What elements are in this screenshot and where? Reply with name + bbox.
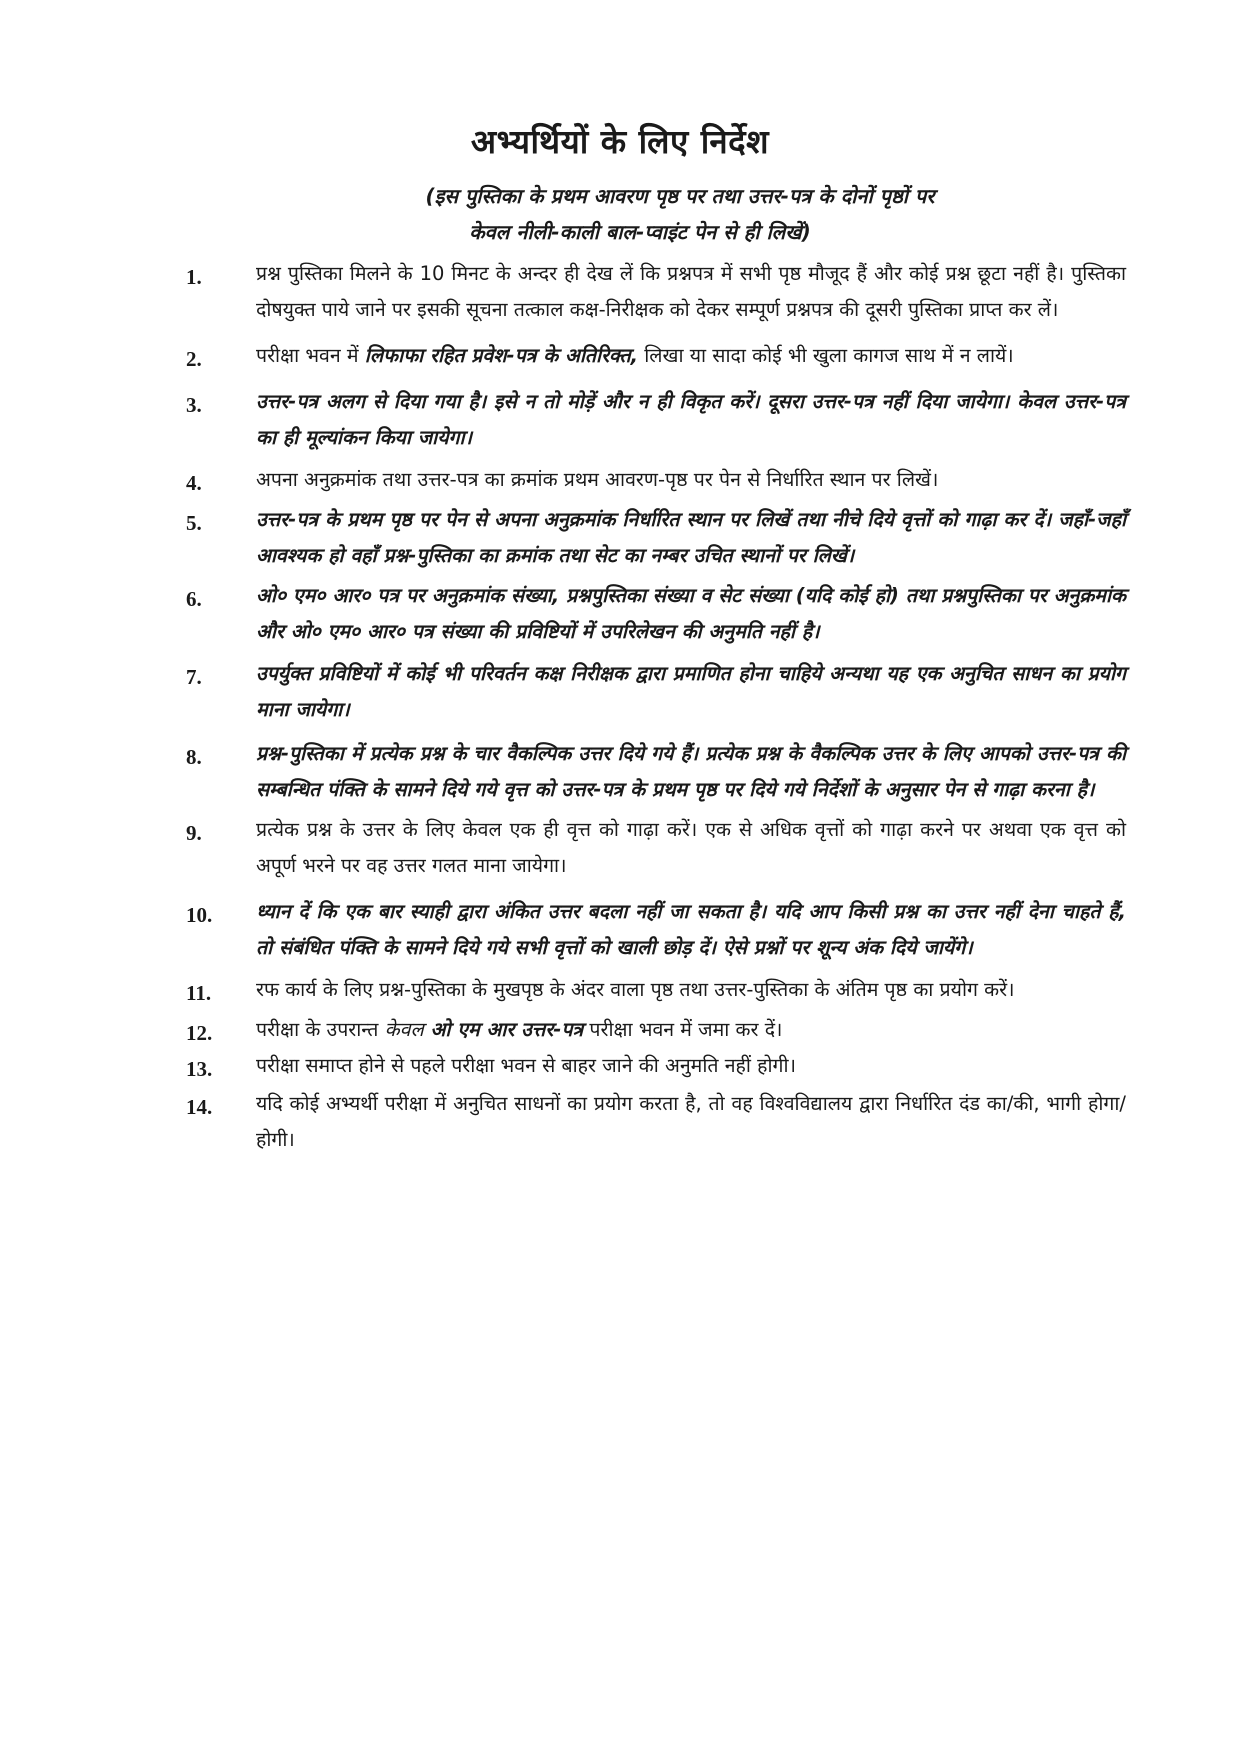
- item-text: [256, 1012, 1126, 1048]
- item-text: ध्यान दें कि एक बार स्याही द्वारा अंकित उत्तर बदला नहीं जा सकता है। यदि आप किसी प्रश्न का उत्तर नहीं देना चाहते हैं, तो संबंधित पंक्ति के सामने दिये गये सभी वृत्तों को खाली छोड़ दें। ऐसे प्रश्नों पर शून्य अंक दिये जायेंगे।: [256, 900, 1126, 959]
- item-text: प्रश्न पुस्तिका मिलने के 10 मिनट के अन्दर ही देख लें कि प्रश्नपत्र में सभी पृष्ठ मौजूद हैं और कोई प्रश्न छूटा नहीं है। पुस्तिका दोषयुक्त पाये जाने पर इसकी सूचना तत्काल कक्ष-निरीक्षक को देकर सम्पूर्ण प्रश्नपत्र की दूसरी पुस्तिका प्राप्त कर लें।: [256, 262, 1126, 321]
- item-text: उत्तर-पत्र के प्रथम पृष्ठ पर पेन से अपना अनुक्रमांक निर्धारित स्थान पर लिखें तथा नीचे दिये वृत्तों को गाढ़ा कर दें। जहाँ-जहाँ आवश्यक हो वहाँ प्रश्न-पुस्तिका का क्रमांक तथा सेट का नम्बर उचित स्थानों पर लिखें।: [256, 508, 1126, 567]
- instruction-item-13: [186, 1048, 1136, 1084]
- item-text-emphasis: ओ एम आर उत्तर-पत्र: [423, 1018, 584, 1041]
- item-text-plain: लिखा या सादा कोई भी खुला कागज साथ में न लायें।: [638, 344, 1014, 367]
- item-text: अपना अनुक्रमांक तथा उत्तर-पत्र का क्रमांक प्रथम आवरण-पृष्ठ पर पेन से निर्धारित स्थान पर लिखें।: [256, 468, 939, 491]
- item-number: 9.: [186, 821, 202, 845]
- item-text: परीक्षा समाप्त होने से पहले परीक्षा भवन से बाहर जाने की अनुमति नहीं होगी।: [256, 1054, 796, 1077]
- instruction-item-3: [186, 384, 1136, 456]
- instruction-list: [186, 256, 1136, 1158]
- instruction-item-5: [186, 502, 1136, 574]
- item-number: 5.: [186, 511, 202, 535]
- item-number: 11.: [186, 981, 212, 1005]
- item-number: 2.: [186, 347, 202, 371]
- item-text-plain: परीक्षा भवन में जमा कर दें।: [583, 1018, 783, 1041]
- item-text-plain: परीक्षा के उपरान्त: [256, 1018, 385, 1041]
- item-number: 14.: [186, 1095, 213, 1119]
- item-number: 1.: [186, 265, 202, 289]
- instruction-item-9: [186, 812, 1136, 884]
- item-text-italic: केवल: [384, 1018, 424, 1041]
- item-text: प्रश्न-पुस्तिका में प्रत्येक प्रश्न के चार वैकल्पिक उत्तर दिये गये हैं। प्रत्येक प्रश्न के वैकल्पिक उत्तर के लिए आपको उत्तर-पत्र की सम्बन्धित पंक्ति के सामने दिये गये वृत्त को उत्तर-पत्र के प्रथम पृष्ठ पर दिये गये निर्देशों के अनुसार पेन से गाढ़ा करना है।: [256, 742, 1126, 801]
- item-number: 13.: [186, 1057, 213, 1081]
- item-text: ओ० एम० आर० पत्र पर अनुक्रमांक संख्या, प्रश्नपुस्तिका संख्या व सेट संख्या (यदि कोई हो) तथा प्रश्नपुस्तिका पर अनुक्रमांक और ओ० एम० आर० पत्र संख्या की प्रविष्टियों में उपरिलेखन की अनुमति नहीं है।: [256, 584, 1126, 643]
- instruction-item-14: [186, 1086, 1136, 1158]
- page-title: अभ्यर्थियों के लिए निर्देश: [470, 122, 770, 161]
- item-text-emphasis: लिफाफा रहित प्रवेश-पत्र के अतिरिक्त,: [364, 344, 639, 367]
- item-text: यदि कोई अभ्यर्थी परीक्षा में अनुचित साधनों का प्रयोग करता है, तो वह विश्वविद्यालय द्वारा निर्धारित दंड का/की, भागी होगा/होगी।: [256, 1092, 1126, 1151]
- item-text: रफ कार्य के लिए प्रश्न-पुस्तिका के मुखपृष्ठ के अंदर वाला पृष्ठ तथा उत्तर-पुस्तिका के अंतिम पृष्ठ का प्रयोग करें।: [256, 978, 1015, 1001]
- item-number: 8.: [186, 745, 202, 769]
- instruction-item-10: [186, 894, 1136, 966]
- instruction-item-6: [186, 578, 1136, 650]
- instruction-item-7: [186, 656, 1136, 728]
- item-number: 6.: [186, 587, 202, 611]
- subtitle-line-1: (इस पुस्तिका के प्रथम आवरण पृष्ठ पर तथा उत्तर-पत्र के दोनों पृष्ठों पर: [425, 184, 935, 208]
- item-text: प्रत्येक प्रश्न के उत्तर के लिए केवल एक ही वृत्त को गाढ़ा करें। एक से अधिक वृत्तों को गाढ़ा करने पर अथवा एक वृत्त को अपूर्ण भरने पर वह उत्तर गलत माना जायेगा।: [256, 818, 1126, 877]
- item-text-plain: परीक्षा भवन में: [256, 344, 365, 367]
- item-number: 10.: [186, 903, 213, 927]
- subtitle-line-2: केवल नीली-काली बाल-प्वाइंट पेन से ही लिखें): [469, 220, 811, 244]
- instruction-item-11: [186, 972, 1136, 1008]
- instruction-item-4: [186, 462, 1136, 498]
- item-number: 4.: [186, 471, 202, 495]
- item-number: 3.: [186, 393, 202, 417]
- instruction-item-8: [186, 736, 1136, 808]
- item-text: उत्तर-पत्र अलग से दिया गया है। इसे न तो मोड़ें और न ही विकृत करें। दूसरा उत्तर-पत्र नहीं दिया जायेगा। केवल उत्तर-पत्र का ही मूल्यांकन किया जायेगा।: [256, 390, 1126, 449]
- item-text: उपर्युक्त प्रविष्टियों में कोई भी परिवर्तन कक्ष निरीक्षक द्वारा प्रमाणित होना चाहिये अन्यथा यह एक अनुचित साधन का प्रयोग माना जायेगा।: [256, 662, 1126, 721]
- item-number: 12.: [186, 1021, 213, 1045]
- instruction-item-2: [186, 338, 1136, 374]
- instruction-item-12: [186, 1012, 1136, 1048]
- item-number: 7.: [186, 665, 202, 689]
- instruction-item-1: [186, 256, 1136, 328]
- item-text: [256, 338, 1126, 374]
